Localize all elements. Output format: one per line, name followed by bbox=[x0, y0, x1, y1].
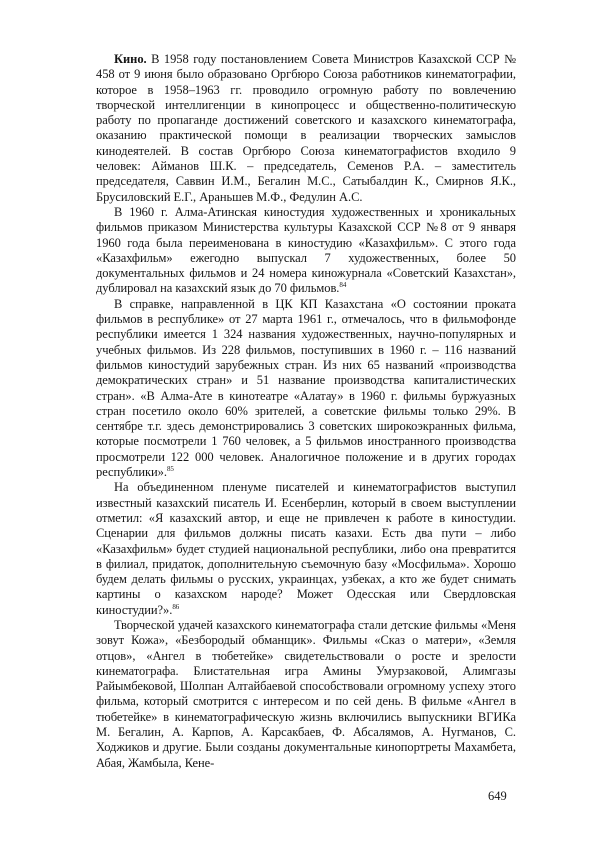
paragraph-plenum bbox=[96, 480, 516, 618]
section-lead-word: Кино. bbox=[114, 52, 147, 66]
body-text bbox=[96, 52, 516, 771]
paragraph-text: В 1958 году постановлением Совета Министров Казахской ССР № 458 от 9 июня было образовано Оргбюро Союза работников кинематографии, которое в 1958–1963 гг. проводило огромную работу по вовлечению творческой интеллигенции в кинопроцесс и общественно-политическую работу по пропаганде достижений советского и казахского кинематографа, оказанию практической помощи в реализации творческих замыслов кинодеятелей. В состав Оргбюро Союза кинематографистов входило 9 человек: Айманов Ш.К. – председатель, Семенов Р.А. – заместитель председателя, Саввин И.М., Бегалин М.С., Сатыбалдин К., Смирнов Я.К., Брусиловский Е.Г., Араньшев М.Ф., Федулин А.С. bbox=[96, 52, 516, 204]
footnote-ref: 84 bbox=[339, 281, 347, 290]
page-number: 649 bbox=[488, 789, 507, 803]
paragraph-text: В 1960 г. Алма-Атинская киностудия художественных и хроникальных фильмов приказом Министерства культуры Казахской ССР №8 от 9 января 1960 года была переименована в киностудию «Казахфильм». С этого года «Казахфильм» ежегодно выпускал 7 художественных, более 50 документальных фильмов и 24 номера киножурнала «Советский Казахстан», дублировал на казахский язык до 70 фильмов. bbox=[96, 204, 516, 296]
footnote-ref: 86 bbox=[172, 602, 180, 611]
paragraph-text: В справке, направленной в ЦК КП Казахстана «О состоянии проката фильмов в республике» от 27 марта 1961 г., отмечалось, что в фильмофонде республики имеется 1 324 названия художественных, научно-популярных и учебных фильмов. Из 228 фильмов, поступивших в 1960 г. – 116 названий фильмов киностудий зарубежных стран. Из них 65 названий «производства демократических стран» и 51 название производства капиталистических стран». «В Алма-Ате в кинотеатре «Алатау» в 1960 г. фильмы буржуазных стран посетило около 60% зрителей, а советские фильмы только 29%. В сентябре т.г. здесь демонстрировались 3 советских широкоэкранных фильма, которые посмотрели 1 760 человек, а 5 фильмов иностранного производства просмотрели 122 000 человек. Аналогичное положение и в других городах республики». bbox=[96, 296, 516, 480]
footnote-ref: 85 bbox=[166, 464, 174, 473]
paragraph-kazakhfilm bbox=[96, 205, 516, 297]
paragraph-film-distribution bbox=[96, 297, 516, 481]
paragraph-text: На объединенном пленуме писателей и кинематографистов выступил известный казахский писатель И. Есенберлин, который в своем выступлении отметил: «Я казахский автор, и еще не привлечен к работе в киностудии. Сценарии для фильмов должны писать казахи. Есть два пути – либо «Казахфильм» будет студией национальной республики, либо она превратится в филиал, придаток, дополнительную съемочную базу «Мосфильма». Хорошо будем делать фильмы о русских, украинцах, узбеках, а кто же будет снимать картины о казахском народе? Может Одесская или Свердловская киностудии?». bbox=[96, 480, 516, 617]
paragraph-text: Творческой удачей казахского кинематографа стали детские фильмы «Меня зовут Кожа», «Безбородый обманщик». Фильмы «Сказ о матери», «Земля отцов», «Ангел в тюбетейке» свидетельствовали о росте и зрелости кинематографа. Блистательная игра Амины Умурзаковой, Алимгазы Райымбековой, Шолпан Алтайбаевой способствовали огромному успеху этого фильма, который смотрится с интересом и по сей день. В фильме «Ангел в тюбетейке» в кинематографическую жизнь включились выпускники ВГИКа М. Бегалин, А. Карпов, А. Карсакбаев, Ф. Абсалямов, А. Нугманов, С. Ходжиков и другие. Были созданы документальные кинопортреты Махамбета, Абая, Жамбыла, Кене- bbox=[96, 617, 516, 770]
paragraph-cinema-intro bbox=[96, 52, 516, 205]
paragraph-children-films bbox=[96, 618, 516, 771]
